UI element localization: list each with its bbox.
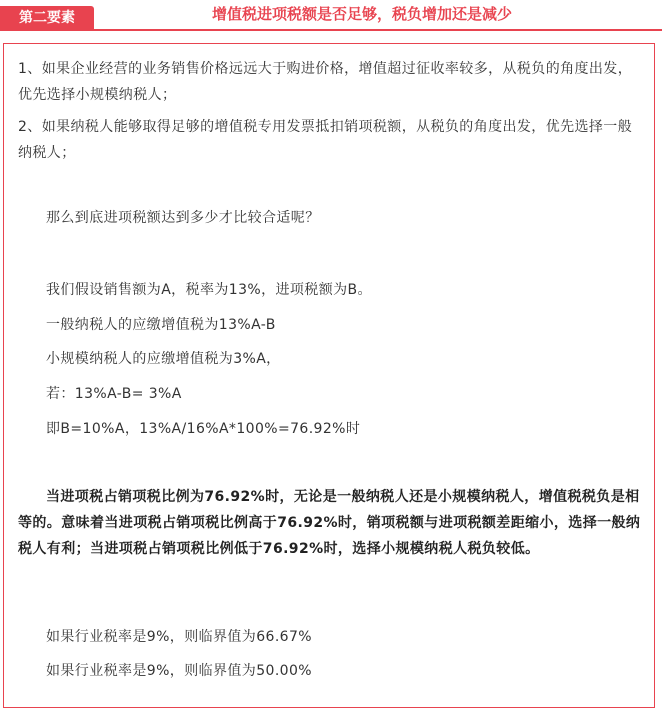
calc-then: 即B=10%A，13%A/16%A*100%=76.92%时 [46,421,361,437]
point-2: 2、如果纳税人能够取得足够的增值税专用发票抵扣销项税额，从税负的角度出发，优先选择一般纳税人； [18,119,633,161]
industry-threshold-1: 如果行业税率是9%，则临界值为66.67% [46,629,312,645]
header-divider [0,29,662,31]
calc-if: 若：13%A-B= 3%A [46,386,182,402]
section-title: 增值税进项税额是否足够，税负增加还是减少 [212,5,513,23]
content-box [3,43,655,708]
conclusion-text: 当进项税占销项税比例为76.92%时，无论是一般纳税人还是小规模纳税人，增值税税负是相等的。意味着当进项税占销项税比例高于76.92%时，销项税额与进项税额差距缩小，选择一般纳税人有利；当进项税占销项税比例低于76.92%时，选择小规模纳税人税负较低。 [18,489,641,557]
calc-general-taxpayer: 一般纳税人的应缴增值税为13%A-B [46,317,276,333]
point-1: 1、如果企业经营的业务销售价格远远大于购进价格，增值超过征收率较多，从税负的角度出发，优先选择小规模纳税人； [18,61,633,103]
calc-assume: 我们假设销售额为A，税率为13%，进项税额为B。 [46,282,372,298]
section-badge: 第二要素 [0,6,94,31]
industry-threshold-2: 如果行业税率是9%，则临界值为50.00% [46,663,312,679]
section-header [0,0,662,32]
calc-small-taxpayer: 小规模纳税人的应缴增值税为3%A， [46,351,281,367]
question-text: 那么到底进项税额达到多少才比较合适呢？ [46,210,320,226]
